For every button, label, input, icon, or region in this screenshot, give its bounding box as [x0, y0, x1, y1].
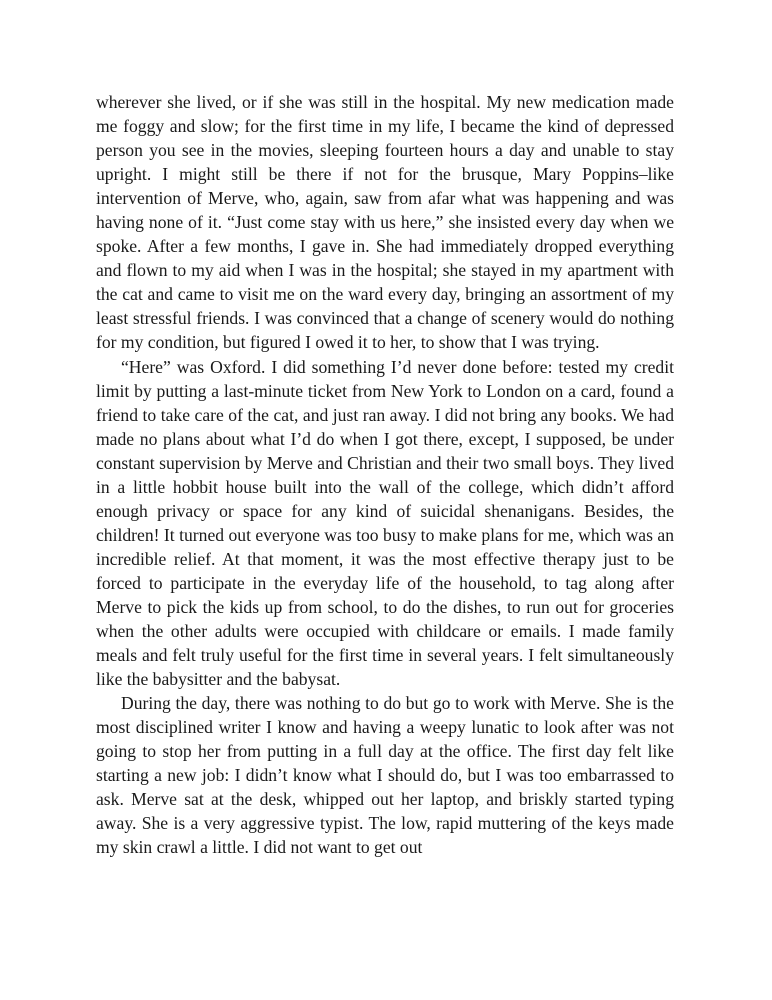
paragraph-here-was-oxford: “Here” was Oxford. I did something I’d never done before: tested my credit limit by putting a last-minute ticket from New York to London on a card, found a friend to take care of the cat, and just ran away. I did not bring any books. We had made no plans about what I’d do when I got there, except, I supposed, be under constant supervision by Merve and Christian and their two small boys. They lived in a little hobbit house built into the wall of the college, which didn’t afford enough privacy or space for any kind of suicidal shenanigans. Besides, the children! It turned out everyone was too busy to make plans for me, which was an incredible relief. At that moment, it was the most effective therapy just to be forced to participate in the everyday life of the household, to tag along after Merve to pick the kids up from school, to do the dishes, to run out for groceries when the other adults were occupied with childcare or emails. I made family meals and felt truly useful for the first time in several years. I felt simultaneously like the babysitter and the babysat.	[96, 356, 674, 690]
paragraph-during-the-day: During the day, there was nothing to do but go to work with Merve. She is the most disciplined writer I know and having a weepy lunatic to look after was not going to stop her from putting in a full day at the office. The first day felt like starting a new job: I didn’t know what I should do, but I was too embarrassed to ask. Merve sat at the desk, whipped out her laptop, and briskly started typing away. She is a very aggressive typist. The low, rapid muttering of the keys made my skin crawl a little. I did not want to get out	[96, 693, 674, 858]
paragraph-continued: wherever she lived, or if she was still in the hospital. My new medication made me foggy and slow; for the first time in my life, I became the kind of depressed person you see in the movies, sleeping fourteen hours a day and unable to stay upright. I might still be there if not for the brusque, Mary Poppins–like intervention of Merve, who, again, saw from afar what was happening and was having none of it. “Just come stay with us here,” she insisted every day when we spoke. After a few months, I gave in. She had immediately dropped everything and flown to my aid when I was in the hospital; she stayed in my apartment with the cat and came to visit me on the ward every day, bringing an assortment of my least stressful friends. I was convinced that a change of scenery would do nothing for my condition, but figured I owed it to her, to show that I was trying.	[96, 92, 674, 353]
body-text	[96, 90, 674, 860]
